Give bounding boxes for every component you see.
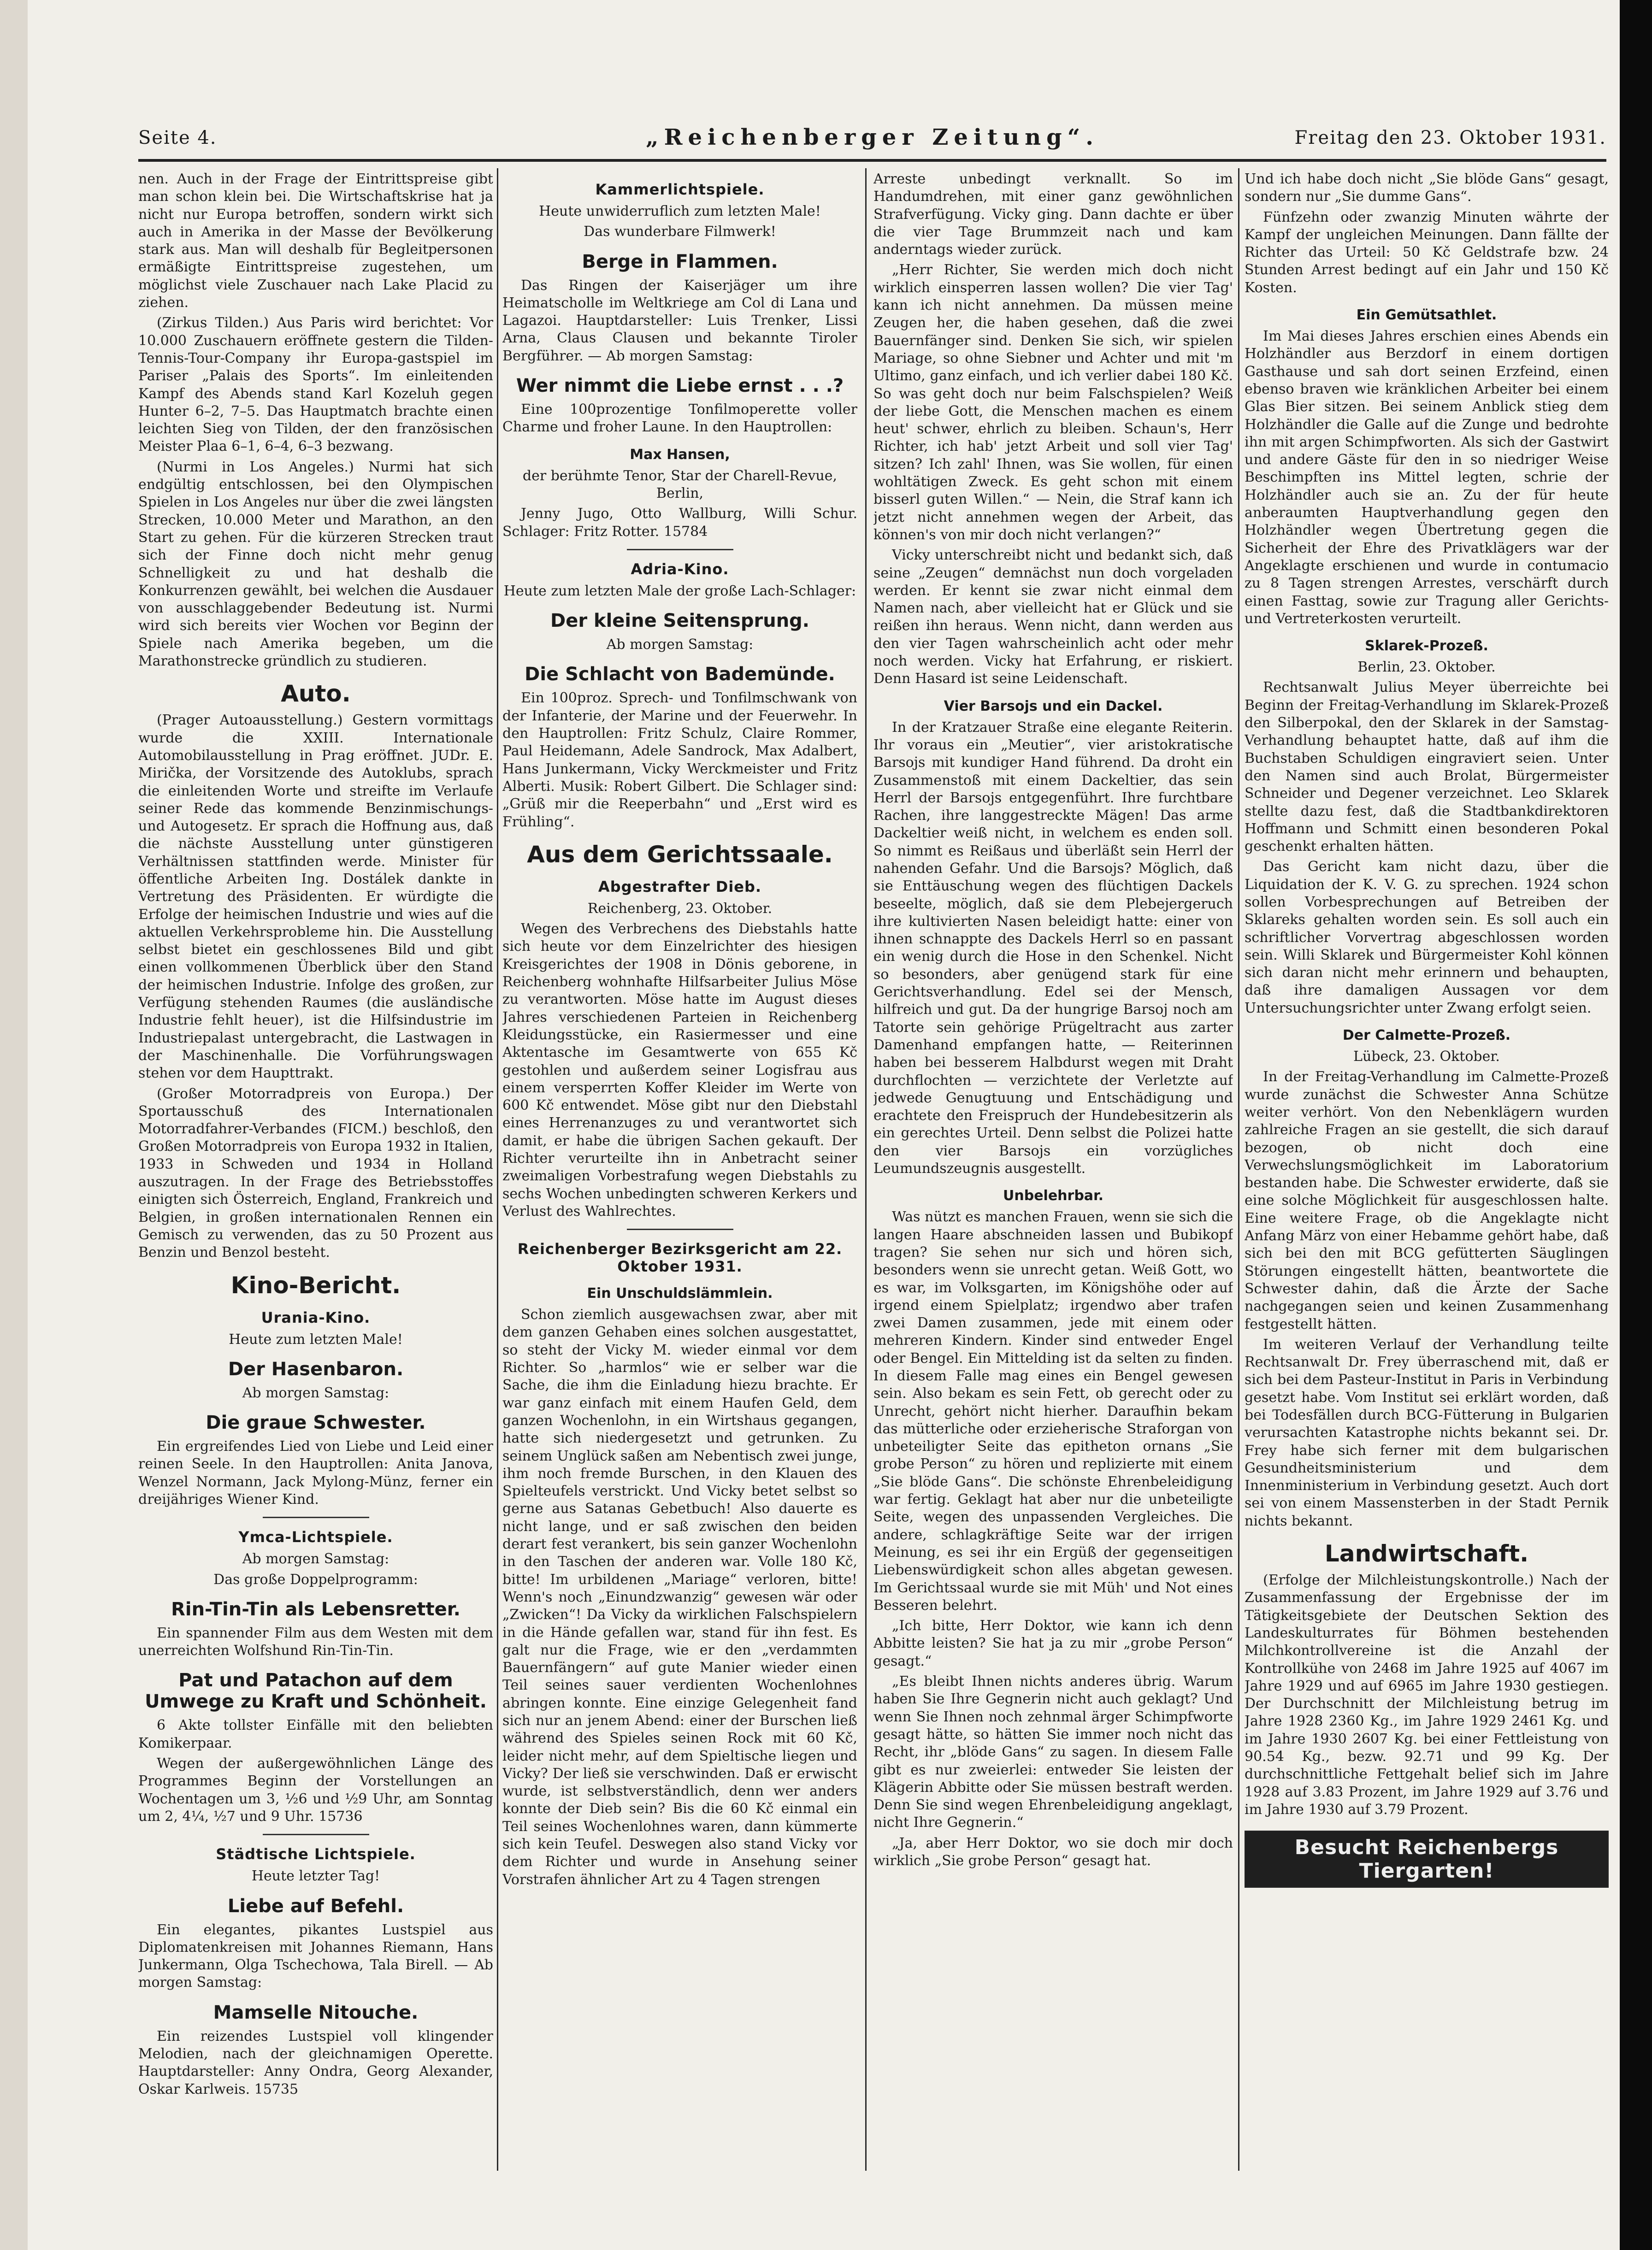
star-name: Max Hansen,	[630, 446, 730, 463]
article-heading: Der Calmette-Prozeß.	[1342, 1027, 1511, 1044]
dateline: Berlin, 23. Oktober.	[1357, 659, 1496, 676]
column-divider	[1238, 168, 1239, 2171]
header-rule	[138, 159, 1606, 162]
article-heading: Unbelehrbar.	[1003, 1188, 1103, 1204]
page-left-margin	[0, 0, 28, 2250]
film-title: Der kleine Seitensprung.	[550, 610, 809, 632]
article-text: In der Freitag-Verhandlung im Calmette-Prozeß wurde zunächst die Schwester Anna Schütze weiter verhört. Von den Nebenklägern wurden zahlreiche Fragen an sie gestellt, die sich darauf bezogen, ob nicht doch eine Verwechslungsmöglichkeit im Laboratorium bestanden habe. Die Schwester erwiderte, daß sie eine solche Möglichkeit für ausgeschlossen halte. Eine weitere Frage, ob die Angeklagte nicht Anfang März von einer Hebamme gehört habe, daß sich bei den mit BCG gefütterten Säuglingen Störungen eingestellt hätten, beantwortete die Schwester dahin, daß die Ärzte der Sache nachgegangen seien und keinen Zusammenhang festgestellt hätten.	[1245, 1069, 1609, 1332]
film-title: Der Hasenbaron.	[228, 1358, 404, 1380]
article-text: (Prager Autoausstellung.) Gestern vormittags wurde die XXIII. Internationale Automobilausstellung in Prag eröffnet. JUDr. E. Mirička, der Vorsitzende des Autoklubs, sprach die einleitenden Worte und streifte im Verlaufe seiner Rede das kommende Benzinmischungs- und Autogesetz. Er sprach die Hoffnung aus, daß die nächste Ausstellung unter günstigeren Verhältnissen stattfinden werde. Minister für öffentliche Arbeiten Ing. Dostálek dankte in Vertretung des Präsidenten. Er würdigte die Erfolge der heimischen Industrie und wies auf die aktuellen Verkehrsprobleme hin. Die Ausstellung selbst bietet ein geschlossenes Bild und gibt einen vollkommenen Überblick über den Stand der heimischen Industrie. Infolge des großen, zur Verfügung stehenden Raumes (die ausländische Industrie fehlt heuer), ist die Hilfsindustrie im Industriepalast untergebracht, die Lastwagen in der Maschinenhalle. Die Vorführungswagen stehen vor dem Haupttrakt.	[138, 712, 493, 1082]
cinema-name: Urania-Kino.	[261, 1308, 371, 1326]
article-heading: Reichenberger Bezirksgericht am 22. Oktober 1931.	[517, 1240, 843, 1276]
page-header	[138, 124, 1606, 157]
film-title: Mamselle Nitouche.	[213, 2002, 419, 2023]
article-text: „Ich bitte, Herr Doktor, wie kann ich denn Abbitte leisten? Sie hat ja zu mir „grobe Person“ gesagt.“	[873, 1618, 1233, 1669]
column-1	[138, 171, 493, 2171]
article-text: Wegen des Verbrechens des Diebstahls hatte sich heute vor dem Einzelrichter des hiesigen Kreisgerichtes der 1908 in Dönis geborene, in Reichenberg wohnhafte Hilfsarbeiter Julius Möse zu verantworten. Möse hatte im August dieses Jahres verschiedenen Parteien in Reichenberg Kleidungsstücke, ein Rasiermesser und eine Aktentasche im Gesamtwerte von 655 Kč gestohlen und außerdem seiner Logisfrau aus einem versperrten Koffer Kleider im Werte von 600 Kč entwendet. Möse gibt nur den Diebstahl eines Herrenanzuges zu und verantwortet sich damit, er habe die übrigen Sachen gekauft. Der Richter verurteilte ihn in Anbetracht seiner zweimaligen Vorbestrafung wegen Diebstahls zu sechs Wochen unbedingten schweren Kerkers und Verlust des Wahlrechtes.	[502, 921, 857, 1219]
film-title: Die Schlacht von Bademünde.	[525, 664, 835, 685]
cinema-name: Adria-Kino.	[631, 560, 729, 578]
film-title: Wer nimmt die Liebe ernst . . .?	[516, 375, 844, 397]
section-heading: Auto.	[281, 680, 351, 707]
article-text: (Zirkus Tilden.) Aus Paris wird berichtet: Vor 10.000 Zuschauern eröffnete gestern die Tilden-Tennis-Tour-Company ihr Europa-gastspiel im Pariser „Palais des Sports“. Im einleitenden Kampf des Abends stand Karl Kozeluh gegen Hunter 6–2, 7–5. Das Hauptmatch brachte einen leichten Sieg von Tilden, der den französischen Meister Plaa 6–1, 6–4, 6–3 bezwang.	[138, 315, 493, 455]
article-text: Was nützt es manchen Frauen, wenn sie sich die langen Haare abschneiden lassen und Bubikopf tragen? Sie sehen nur sich und hören sich, besonders wenn sie unrecht getan. Weiß Gott, wo es war, im Volksgarten, im Königshöhe oder auf irgend einem Spielplatz; irgendwo aber trafen zwei Damen zusammen, jede mit einem oder mehreren Kindern. Kinder sind entweder Engel oder Bengel. Ein Mittelding ist da selten zu finden. In diesem Falle mag eines ein Bengel gewesen sein. Also bekam es sein Fett, ob gerecht oder zu Unrecht, gehört nicht hierher. Daraufhin bekam das mütterliche oder erzieherische Straforgan von unbeteiligter Seite das epitheton ornans „Sie grobe Person“ zu hören und replizierte mit einem „Sie blöde Gans“. Die schönste Ehrenbeleidigung war fertig. Geklagt hat aber nur die unbeteiligte Seite, wegen des unpassenden Vergleiches. Die andere, schlagkräftige Seite war der irrigen Meinung, es sei ihr ein Ergüß der gegenseitigen Liebenswürdigkeit schon alles abgetan gewesen. Im Gerichtssaal wurde sie mit Müh' und Not eines Besseren belehrt.	[873, 1209, 1233, 1614]
notice-text: Das wunderbare Filmwerk!	[584, 224, 776, 240]
notice-text: Heute unwiderruflich zum letzten Male!	[539, 203, 821, 219]
section-heading: Landwirtschaft.	[1324, 1540, 1529, 1567]
article-text: Fünfzehn oder zwanzig Minuten währte der Kampf der ungleichen Meinungen. Dann fällte der Richter das Urteil: 50 Kč Geldstrafe bzw. 24 Stunden Arrest bedingt auf ein Jahr und 150 Kč Kosten.	[1245, 209, 1609, 296]
notice-text: Heute zum letzten Male der große Lach-Schlager:	[503, 583, 856, 599]
column-divider	[865, 168, 867, 2171]
film-title: Die graue Schwester.	[206, 1412, 426, 1434]
film-description: Ein reizendes Lustspiel voll klingender Melodien, nach der gleichnamigen Operette. Hauptdarsteller: Anny Ondra, Georg Alexander, Oskar Karlweis. 15735	[138, 2028, 493, 2097]
cinema-name: Städtische Lichtspiele.	[216, 1845, 416, 1863]
cinema-name: Ymca-Lichtspiele.	[238, 1528, 393, 1546]
article-heading: Sklarek-Prozeß.	[1365, 638, 1488, 654]
article-text: (Erfolge der Milchleistungskontrolle.) Nach der Zusammenfassung der Ergebnisse der im Tätigkeitsgebiete der Deutschen Sektion des Landeskulturrates für Böhmen bestehenden Milchkontrollvereine ist die Anzahl der Kontrollkühe von 2468 im Jahre 1925 auf 4067 im Jahre 1929 und auf 6965 im Jahre 1930 gestiegen. Der Durchschnitt der Milchleistung betrug im Jahre 1928 2360 Kg., im Jahre 1929 2461 Kg. und im Jahre 1930 2607 Kg. bei einer Fettleistung von 90.54 Kg., bezw. 92.71 und 99 Kg. Der durchschnittliche Fettgehalt belief sich im Jahre 1928 auf 3.83 Prozent, im Jahre 1929 auf 3.76 und im Jahre 1930 auf 3.79 Prozent.	[1245, 1572, 1609, 1818]
article-text: Und ich habe doch nicht „Sie blöde Gans“ gesagt, sondern nur „Sie dumme Gans“.	[1245, 171, 1609, 205]
notice-text: Ab morgen Samstag:	[606, 636, 754, 653]
film-description: Ein elegantes, pikantes Lustspiel aus Diplomatenkreisen mit Johannes Riemann, Hans Junkermann, Olga Tschechowa, Tala Birell. — Ab morgen Samstag:	[138, 1921, 493, 1991]
article-text: Vicky unterschreibt nicht und bedankt sich, daß seine „Zeugen“ demnächst nun doch vorgeladen werden. Er kennt sie zwar nicht einmal dem Namen nach, aber vielleicht hat er Glück und sie reißen ihn heraus. Wenn nicht, dann werden aus den vier Tagen wahrscheinlich acht oder mehr noch werden. Vicky hat Erfahrung, er riskiert. Denn Hasard ist seine Leidenschaft.	[873, 547, 1233, 687]
film-title: Liebe auf Befehl.	[227, 1895, 404, 1917]
notice-text: Ab morgen Samstag:	[242, 1551, 389, 1567]
film-title: Rin-Tin-Tin als Lebensretter.	[171, 1598, 460, 1620]
masthead-title: „Reichenberger Zeitung“.	[646, 124, 1099, 150]
film-description: Das Ringen der Kaiserjäger um ihre Heimatscholle im Weltkriege am Col di Lana und Lagazoi. Hauptdarsteller: Luis Trenker, Lissi Arna, Claus Clausen und bekannte Tiroler Bergführer. — Ab morgen Samstag:	[502, 277, 857, 364]
advertisement-banner: Besucht Reichenbergs Tiergarten!	[1245, 1831, 1609, 1888]
article-text: Im weiteren Verlauf der Verhandlung teilte Rechtsanwalt Dr. Frey überraschend mit, daß er sich bei dem Pasteur-Institut in Paris in Verbindung gesetzt habe. Vom Institut sei erklärt worden, daß bei Todesfällen durch BCG-Fütterung in Bulgarien verursachten Katastrophe nichts bekannt sei. Dr. Frey habe sich ferner mit dem bulgarischen Gesundheitsministerium und dem Innenministerium in Verbindung gesetzt. Auch dort sei von einem Massensterben in der Stadt Pernik nichts bekannt.	[1245, 1336, 1609, 1529]
film-title: Pat und Patachon auf dem Umwege zu Kraft und Schönheit.	[145, 1670, 487, 1713]
dateline: Reichenberg, 23. Oktober.	[587, 900, 773, 917]
notice-text: Heute letzter Tag!	[251, 1868, 380, 1885]
article-subheading: Ein Unschuldslämmlein.	[587, 1285, 773, 1302]
notice-text: Heute zum letzten Male!	[229, 1331, 403, 1348]
article-heading: Ein Gemütsathlet.	[1356, 307, 1497, 324]
column-divider	[497, 168, 498, 2171]
column-3	[873, 171, 1233, 2171]
film-title: Berge in Flammen.	[582, 251, 778, 272]
column-2	[502, 171, 857, 2171]
issue-date: Freitag den 23. Oktober 1931.	[1294, 127, 1606, 148]
separator	[627, 1229, 733, 1230]
notice-text: Ab morgen Samstag:	[242, 1384, 389, 1401]
notice-text: Das große Doppelprogramm:	[213, 1571, 418, 1588]
film-description: Wegen der außergewöhnlichen Länge des Programmes Beginn der Vorstellungen an Wochentagen um 3, ½6 und ½9 Uhr, am Sonntag um 2, 4¼, ½7 und 9 Uhr. 15736	[138, 1755, 493, 1825]
article-text: nen. Auch in der Frage der Eintrittspreise gibt man schon klein bei. Die Wirtschaftskrise hat ja nicht nur Europa betroffen, sondern wirkt sich auch in Amerika in der Masse der Bevölkerung stark aus. Man will deshalb für Begleitpersonen ermäßigte Eintrittspreise zugestehen, um möglichst viele Zuschauer nach Lake Placid zu ziehen.	[138, 171, 493, 311]
article-text: Das Gericht kam nicht dazu, über die Liquidation der K. V. G. zu sprechen. 1924 schon sollen Vorbesprechungen auf Betreiben der Sklareks gehalten worden sein. Es soll auch ein schriftlicher Vorvertrag abgeschlossen worden sein. Willi Sklarek und Bürgermeister Kohl können sich daran nicht mehr erinnern und behaupten, daß ihre damaligen Aussagen vor dem Untersuchungsrichter unter Zwang erfolgt seien.	[1245, 859, 1609, 1016]
film-description: Jenny Jugo, Otto Wallburg, Willi Schur. Schlager: Fritz Rotter. 15784	[502, 506, 857, 540]
separator	[263, 1517, 369, 1518]
page-right-edge	[1620, 0, 1652, 2250]
article-text: „Es bleibt Ihnen nichts anderes übrig. Warum haben Sie Ihre Gegnerin nicht auch geklagt? Und wenn Sie Ihnen noch zehnmal ärger Schimpfworte gesagt hätte, so hätten Sie immer noch nicht das Recht, ihr „blöde Gans“ zu sagen. In diesem Falle gibt es nur zweierlei: entweder Sie leisten der Klägerin Abbitte oder Sie müssen bestraft werden. Denn Sie sind wegen Ehrenbeleidigung angeklagt, nicht Ihre Gegnerin.“	[873, 1673, 1233, 1831]
article-text: Arreste unbedingt verknallt. So im Handumdrehen, mit einer ganz gewöhnlichen Strafverfügung. Vicky ging. Dann dachte er über die vier Tage Brummzeit nach und kam anderntags wieder zurück.	[873, 171, 1233, 258]
film-description: Ein ergreifendes Lied von Liebe und Leid einer reinen Seele. In den Hauptrollen: Anita Janova, Wenzel Normann, Jack Mylong-Münz, ferner ein dreijähriges Wiener Kind.	[138, 1438, 493, 1508]
article-text: In der Kratzauer Straße eine elegante Reiterin. Ihr voraus ein „Meutier“, vier aristokratische Barsojs mit kundiger Hand führend. Da droht ein Zusammenstoß mit einem Dackeltier, das sein Herrl der Barsojs entgegenführt. Ihre furchtbare Rachen, ihre langgestreckte Mägen! Das arme Dackeltier weiß nicht, in welchem es enden soll. So nimmt es Reißaus und überläßt sein Herrl der nahenden Gefahr. Und die Barsojs? Möglich, daß sie Enttäuschung wegen des flüchtigen Dackels beseelte, möglich, daß sie dem Plebejergeruch ihre kultivierten Nasen beleidigt hatte: einer von ihnen schnappte des Dackels Herrl so en passant ein wenig durch die Hose in den Schenkel. Nicht so besonders, aber genügend stark für eine Gerichtsverhandlung. Edel sei der Mensch, hilfreich und gut. Da der hungrige Barsoj noch am Tatorte sein gehörige Prügeltracht aus zarter Damenhand empfangen hatte, — Reiterinnen haben bei besserem Halbdurst wegen mit Draht durchflochten — verzichtete der Verletzte auf jedwede Genugtuung und Entschädigung und erachtete den Freispruch der Hundebesitzerin als ein gerechtes Urteil. Denn selbst die Polizei hatte den vier Barsojs ein vorzügliches Leumundszeugnis ausgestellt.	[873, 719, 1233, 1177]
page-number: Seite 4.	[138, 127, 217, 148]
article-text: Schon ziemlich ausgewachsen zwar, aber mit dem ganzen Gehaben eines solchen ausgestattet, so steht der Vicky M. wieder einmal vor dem Richter. So „harmlos“ wie er selber war die Sache, die ihm die Einladung hiezu brachte. Er war ganz einfach mit einem Haufen Geld, dem ganzen Wochenlohn, in ein Wirtshaus gegangen, hatte sich niedergesetzt und getrunken. Zu seinem Unglück saßen am Nebentisch zwei junge, ihm noch fremde Burschen, in den Klauen des Spielteufels verstrickt. Und Vicky betet selbst so gerne aus Satanas Gebetbuch! Also dauerte es nicht lange, und er saß zwischen den beiden derart fest verankert, bis sein ganzer Wochenlohn in den Taschen der anderen war. Volle 180 Kč, bitte! Im urbildenen „Mariage“ verloren, bitte! Wenn's noch „Einundzwanzig“ gewesen wär oder „Zwicken“! Da Vicky da wirklichen Falschspielern in die Hände gefallen war, stand für ihn fest. Es galt nur die Frage, wie er den „verdammten Bauernfängern“ auf gute Manier wieder einen Teil seines sauer verdienten Wochenlohnes abringen konnte. Eine einzige Gelegenheit fand sich nur an jenem Abend: einer der Burschen ließ während des Spieles seinen Rock mit 60 Kč, leider nicht mehr, auf dem Spieltische liegen und Vicky? Der ließ sie verschwinden. Daß er erwischt wurde, ist selbstverständlich, denn wer anders konnte der Dieb sein? Bis die 60 Kč einmal ein Teil seines Wochenlohnes waren, dann kümmerte sich kein Teufel. Deswegen also stand Vicky vor dem Richter und wurde in Ansehung seiner Vorstrafen ähnlicher Art zu 4 Tagen strengen	[502, 1307, 857, 1888]
cinema-name: Kammerlichtspiele.	[595, 181, 765, 198]
article-text: (Nurmi in Los Angeles.) Nurmi hat sich endgültig entschlossen, bei den Olympischen Spielen in Los Angeles nur über die zwei längsten Strecken, 10.000 Meter und Marathon, an den Start zu gehen. Für die kürzeren Strecken traut sich der Finne doch nicht mehr genug Schnelligkeit zu und hat deshalb die Konkurrenzen gewählt, bei welchen die Ausdauer von ausschlaggebender Bedeutung ist. Nurmi wird sich bereits vier Wochen vor Beginn der Spiele nach Amerika begeben, um die Marathonstrecke gründlich zu studieren.	[138, 459, 493, 670]
article-heading: Vier Barsojs und ein Dackel.	[944, 698, 1163, 714]
article-text: „Herr Richter, Sie werden mich doch nicht wirklich einsperren lassen wollen? Die vier Tag' kann ich nicht annehmen. Da müssen meine Zeugen her, die haben gesehen, daß die zwei Bauernfänger sind. Denken Sie sich, wir spielen Mariage, so ohne Siebner und Achter und mit 'm Ultimo, ganz einfach, und ich verlier dabei 180 Kč. So was geht doch nur beim Falschspielen? Weiß der liebe Gott, die Menschen machen es einem heut' schwer, ehrlich zu bleiben. Schaun's, Herr Richter, ich hab' jetzt Arbeit und soll vier Tag' sitzen? Ich zahl' Ihnen, was Sie wollen, für einen wohltätigen Zweck. Es geht schon mit einem bisserl guten Willen.“ — Nein, die Straf kann ich jetzt nicht annehmen wegen der Arbeit, das können's von mir doch nicht verlangen?“	[873, 262, 1233, 543]
separator	[627, 549, 733, 550]
film-description: der berühmte Tenor, Star der Charell-Revue, Berlin,	[522, 467, 838, 501]
column-4	[1245, 171, 1609, 2171]
separator	[263, 1834, 369, 1835]
section-heading: Kino-Bericht.	[230, 1272, 401, 1299]
film-description: Ein spannender Film aus dem Westen mit dem unerreichten Wolfshund Rin-Tin-Tin.	[138, 1625, 493, 1659]
article-text: (Großer Motorradpreis von Europa.) Der Sportausschuß des Internationalen Motorradfahrer-Verbandes (FICM.) beschloß, den Großen Motorradpreis von Europa 1932 in Italien, 1933 in Schweden und 1934 in Holland auszutragen. In der Frage des Betriebsstoffes einigten sich Österreich, England, Frankreich und Belgien, in großen internationalen Rennen ein Gemisch zu verwenden, das zu 50 Prozent aus Benzin und Benzol besteht.	[138, 1085, 493, 1261]
section-heading: Aus dem Gerichtssaale.	[527, 841, 833, 868]
article-text: „Ja, aber Herr Doktor, wo sie doch mir doch wirklich „Sie grobe Person“ gesagt hat.	[873, 1835, 1233, 1869]
film-description: Ein 100proz. Sprech- und Tonfilmschwank von der Infanterie, der Marine und der Feuerwehr. In den Hauptrollen: Fritz Schulz, Claire Rommer, Paul Heidemann, Adele Sandrock, Max Adalbert, Hans Junkermann, Vicky Werckmeister und Fritz Alberti. Musik: Robert Gilbert. Die Schlager sind: „Grüß mir die Reeperbahn“ und „Erst wird es Frühling“.	[502, 690, 857, 830]
film-description: 6 Akte tollster Einfälle mit den beliebten Komikerpaar.	[138, 1717, 493, 1751]
article-heading: Abgestrafter Dieb.	[598, 878, 762, 895]
film-description: Eine 100prozentige Tonfilmoperette voller Charme und froher Laune. In den Hauptrollen:	[502, 401, 857, 436]
dateline: Lübeck, 23. Oktober.	[1353, 1048, 1500, 1065]
article-text: Im Mai dieses Jahres erschien eines Abends ein Holzhändler aus Berzdorf in einem dortigen Gasthause und sah dort seinen Erzfeind, einen ebenso braven wie kränklichen Arbeiter bei einem Glas Bier sitzen. Bei seinem Anblick stieg dem Holzhändler die Galle auf die Zunge und bedrohte ihn mit argen Schimpfworten. Als sich der Gastwirt und andere Gäste für den in so niedriger Weise Beschimpften ins Mittel legten, schrie der Holzhändler auch sie an. Zu der für heute anberaumten Hauptverhandlung gegen den Holzhändler wegen Übertretung gegen die Sicherheit der Ehre des Privatklägers war der Angeklagte erschienen und wurde in contumacio zu 8 Tagen strengen Arrestes, verschärft durch einen Fasttag, sowie zur Tragung aller Gerichts- und Vertreterkosten verurteilt.	[1245, 328, 1609, 627]
article-text: Rechtsanwalt Julius Meyer überreichte bei Beginn der Freitag-Verhandlung im Sklarek-Prozeß den Silberpokal, den der Sklarek in der Samstag-Verhandlung behauptet hatte, daß auf ihm die Buchstaben Schuldigen eingraviert seien. Unter den Namen sind auch Brolat, Bürgermeister Schneider und Degener verzeichnet. Leo Sklarek stellte dazu fest, daß die Stadtbankdirektoren Hoffmann und Schmitt einen besonderen Pokal geschenkt erhalten hätten.	[1245, 679, 1609, 855]
